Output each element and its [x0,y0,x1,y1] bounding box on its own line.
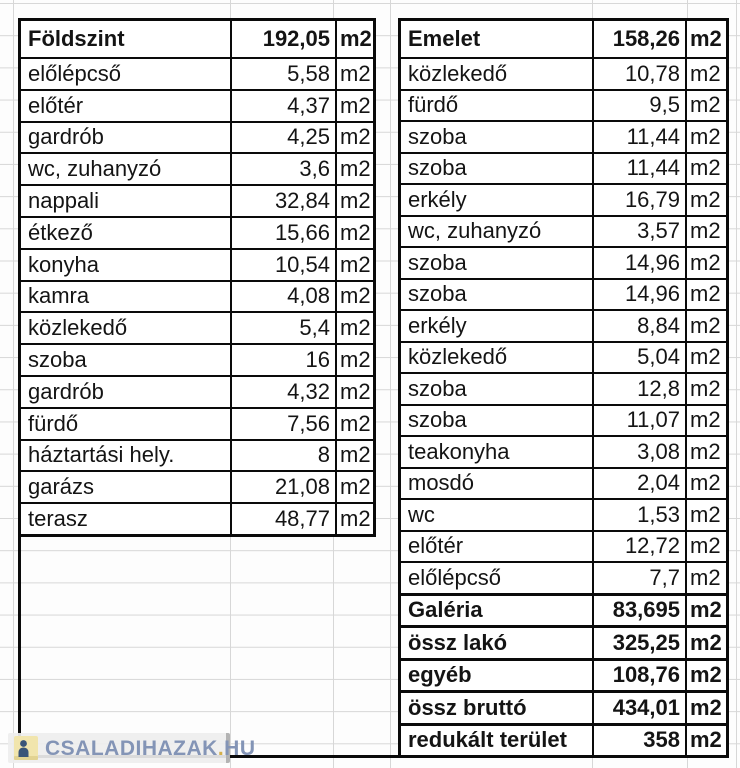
room-label[interactable]: gardrób [28,378,104,404]
area-unit[interactable]: m2 [335,123,373,153]
table-header-row-foldszint[interactable] [21,21,373,57]
area-value[interactable]: 1,53 [592,500,685,530]
summary-label[interactable]: össz lakó [408,629,508,655]
table-row[interactable] [21,184,373,216]
summary-unit[interactable]: m2 [685,693,726,723]
area-unit[interactable]: m2 [335,472,373,502]
table-row[interactable] [401,561,726,593]
table-row[interactable] [21,343,373,375]
area-unit[interactable]: m2 [335,313,373,343]
room-label[interactable]: fürdő [28,410,79,436]
area-unit[interactable]: m2 [685,406,726,436]
summary-row[interactable] [401,625,726,658]
watermark-dot: . [217,736,225,760]
area-unit[interactable]: m2 [335,377,373,407]
area-unit[interactable]: m2 [685,311,726,341]
summary-unit[interactable]: m2 [685,726,726,756]
area-value[interactable]: 11,07 [592,406,685,436]
watermark-csaladihazak[interactable] [8,733,256,763]
floor-total-area[interactable]: 192,05 [230,21,335,57]
room-label[interactable]: közlekedő [408,344,508,370]
empty-cells-area [21,537,376,755]
table-row[interactable] [21,121,373,153]
area-value[interactable]: 3,6 [230,154,335,184]
floor-title[interactable]: Emelet [408,26,481,51]
area-unit[interactable]: m2 [685,248,726,278]
room-label[interactable]: erkély [408,312,467,338]
table-row[interactable] [401,530,726,562]
table-row[interactable] [21,311,373,343]
table-row[interactable] [401,120,726,152]
summary-value[interactable]: 83,695 [592,596,685,626]
room-label[interactable]: wc [408,501,435,527]
room-label[interactable]: háztartási hely. [28,442,175,468]
bottom-border-segment [376,755,398,758]
area-value[interactable]: 5,58 [230,59,335,89]
area-unit[interactable]: m2 [685,185,726,215]
area-unit[interactable]: m2 [685,122,726,152]
table-row[interactable] [401,341,726,373]
room-label[interactable]: előlépcső [28,60,121,86]
floor-total-area[interactable]: 158,26 [592,21,685,57]
room-label[interactable]: mosdó [408,470,475,496]
room-label[interactable]: kamra [28,283,90,309]
area-unit[interactable]: m2 [335,504,373,534]
table-row[interactable] [401,278,726,310]
area-value[interactable]: 9,5 [592,91,685,121]
area-value[interactable]: 21,08 [230,472,335,502]
summary-row[interactable] [401,723,726,756]
summary-value[interactable]: 358 [592,726,685,756]
table-row[interactable] [401,183,726,215]
area-value[interactable]: 8 [230,441,335,471]
summary-label[interactable]: Galéria [408,597,483,623]
summary-unit[interactable]: m2 [685,596,726,626]
area-value[interactable]: 7,7 [592,563,685,593]
area-value[interactable]: 4,32 [230,377,335,407]
room-label[interactable]: előtér [28,92,84,118]
area-value[interactable]: 7,56 [230,409,335,439]
table-row[interactable] [21,470,373,502]
area-unit[interactable]: m2 [335,218,373,248]
area-value[interactable]: 48,77 [230,504,335,534]
table-header-row-emelet[interactable] [401,21,726,57]
area-unit[interactable]: m2 [335,441,373,471]
area-unit[interactable]: m2 [685,217,726,247]
area-value[interactable]: 4,08 [230,282,335,312]
table-row[interactable] [401,498,726,530]
area-value[interactable]: 14,96 [592,248,685,278]
room-label[interactable]: wc, zuhanyzó [408,218,542,244]
summary-label[interactable]: össz bruttó [408,694,527,720]
area-value[interactable]: 3,57 [592,217,685,247]
room-label[interactable]: közlekedő [28,315,128,341]
area-value[interactable]: 12,8 [592,374,685,404]
area-value[interactable]: 4,37 [230,91,335,121]
room-label[interactable]: közlekedő [408,60,508,86]
area-unit[interactable]: m2 [685,563,726,593]
area-value[interactable]: 5,04 [592,343,685,373]
summary-label[interactable]: egyéb [408,662,472,688]
room-label[interactable]: étkező [28,219,93,245]
area-unit[interactable]: m2 [685,437,726,467]
room-label[interactable]: fürdő [408,92,459,118]
area-unit[interactable]: m2 [685,154,726,184]
table-row[interactable] [401,246,726,278]
gridline-vertical [13,0,14,768]
area-unit[interactable]: m2 [685,469,726,499]
area-value[interactable]: 11,44 [592,122,685,152]
watermark-prefix: CSALADIHAZAK [45,736,218,760]
area-value[interactable]: 14,96 [592,280,685,310]
room-label[interactable]: szoba [408,249,467,275]
table-row[interactable] [401,404,726,436]
watermark-text [45,738,256,759]
area-value[interactable]: 12,72 [592,532,685,562]
summary-label[interactable]: redukált terület [408,727,567,753]
summary-row[interactable] [401,593,726,626]
room-label[interactable]: konyha [28,251,99,277]
room-label[interactable]: előtér [408,533,464,559]
room-label[interactable]: terasz [28,506,88,532]
table-row[interactable] [21,216,373,248]
area-value[interactable]: 10,54 [230,250,335,280]
table-row[interactable] [401,372,726,404]
room-label[interactable]: szoba [408,281,467,307]
summary-row[interactable] [401,690,726,723]
table-row[interactable] [21,439,373,471]
summary-row[interactable] [401,658,726,691]
area-unit[interactable]: m2 [685,343,726,373]
room-label[interactable]: szoba [408,123,467,149]
area-unit[interactable]: m2 [685,91,726,121]
area-unit[interactable]: m2 [335,282,373,312]
gridline-vertical [390,0,391,768]
area-value[interactable]: 16,79 [592,185,685,215]
table-row[interactable] [21,407,373,439]
summary-value[interactable]: 434,01 [592,693,685,723]
table-row[interactable] [21,89,373,121]
table-row[interactable] [21,57,373,89]
table-emelet [398,18,729,758]
room-label[interactable]: szoba [408,155,467,181]
table-foldszint [18,18,376,758]
table-row[interactable] [401,309,726,341]
floor-total-unit[interactable]: m2 [335,21,373,57]
table-row[interactable] [21,280,373,312]
table-row[interactable] [401,152,726,184]
room-label[interactable]: erkély [408,186,467,212]
room-label[interactable]: előlépcső [408,564,501,590]
room-label[interactable]: garázs [28,474,95,500]
room-label[interactable]: szoba [408,407,467,433]
area-unit[interactable]: m2 [335,345,373,375]
table-row[interactable] [401,89,726,121]
area-unit[interactable]: m2 [685,280,726,310]
area-unit[interactable]: m2 [685,500,726,530]
area-unit[interactable]: m2 [335,91,373,121]
summary-value[interactable]: 325,25 [592,628,685,658]
table-row[interactable] [21,502,373,534]
area-value[interactable]: 5,4 [230,313,335,343]
area-value[interactable]: 10,78 [592,59,685,89]
area-unit[interactable]: m2 [335,250,373,280]
area-unit[interactable]: m2 [685,59,726,89]
watermark-suffix: HU [224,736,256,760]
area-value[interactable]: 8,84 [592,311,685,341]
table-row[interactable] [401,215,726,247]
table-row[interactable] [21,248,373,280]
table-row[interactable] [401,435,726,467]
floor-title[interactable]: Földszint [28,26,125,51]
room-label[interactable]: teakonyha [408,438,510,464]
area-value[interactable]: 4,25 [230,123,335,153]
area-unit[interactable]: m2 [685,532,726,562]
house-person-icon [14,736,38,760]
area-unit[interactable]: m2 [335,409,373,439]
summary-value[interactable]: 108,76 [592,661,685,691]
table-foldszint-rows [21,18,376,537]
area-value[interactable]: 11,44 [592,154,685,184]
table-row[interactable] [21,375,373,407]
room-label[interactable]: szoba [28,347,87,373]
room-label[interactable]: gardrób [28,124,104,150]
summary-unit[interactable]: m2 [685,661,726,691]
area-unit[interactable]: m2 [335,59,373,89]
room-label[interactable]: szoba [408,375,467,401]
area-unit[interactable]: m2 [335,154,373,184]
summary-unit[interactable]: m2 [685,628,726,658]
area-value[interactable]: 2,04 [592,469,685,499]
area-value[interactable]: 15,66 [230,218,335,248]
table-row[interactable] [401,467,726,499]
area-value[interactable]: 32,84 [230,186,335,216]
floor-total-unit[interactable]: m2 [685,21,726,57]
gridline-vertical [736,0,737,768]
table-row[interactable] [401,57,726,89]
area-unit[interactable]: m2 [685,374,726,404]
area-unit[interactable]: m2 [335,186,373,216]
table-row[interactable] [21,152,373,184]
area-value[interactable]: 16 [230,345,335,375]
area-value[interactable]: 3,08 [592,437,685,467]
room-label[interactable]: nappali [28,188,99,214]
room-label[interactable]: wc, zuhanyzó [28,156,162,182]
